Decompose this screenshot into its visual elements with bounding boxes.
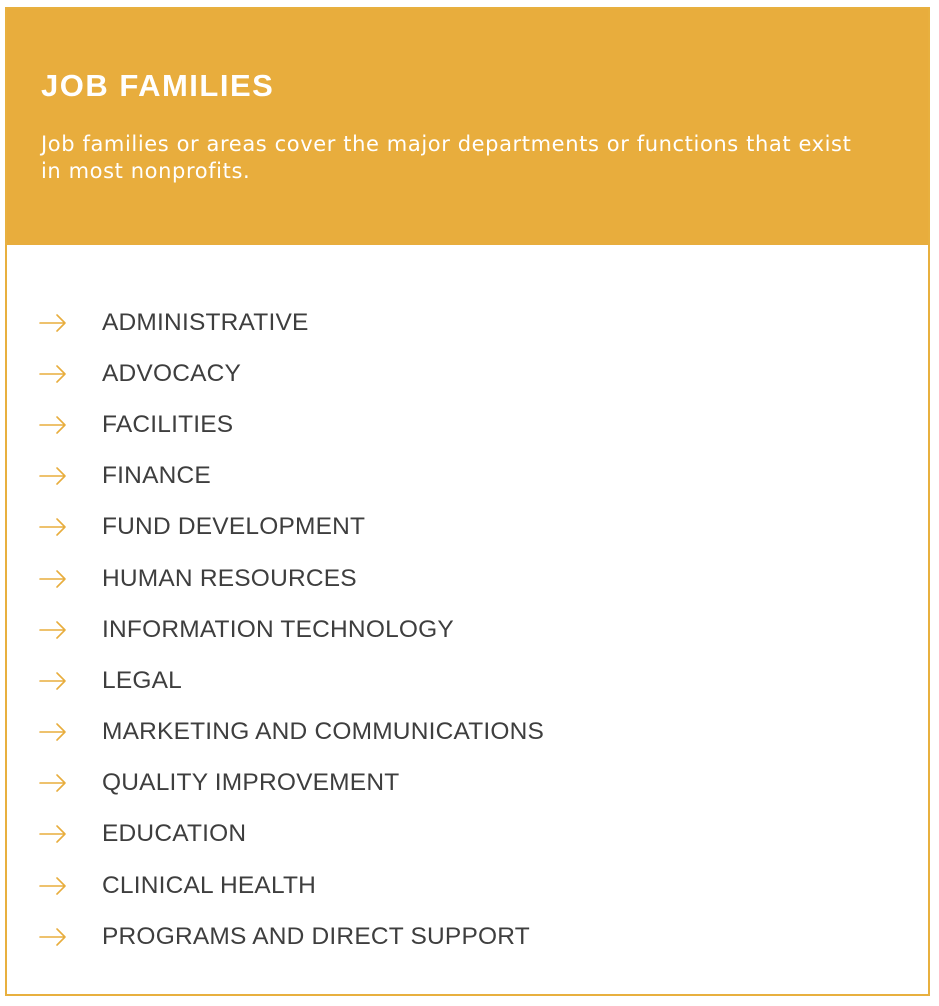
- list-item-label: CLINICAL HEALTH: [102, 871, 317, 899]
- list-item-label: FUND DEVELOPMENT: [102, 513, 366, 541]
- arrow-right-icon: [39, 824, 67, 844]
- card-description: Job families or areas cover the major departments or functions that exist in most nonprofits.: [41, 132, 852, 183]
- job-families-card: [5, 7, 930, 996]
- arrow-right-icon: [39, 517, 67, 537]
- card-title: JOB FAMILIES: [41, 68, 275, 103]
- list-item: [7, 860, 544, 911]
- arrow-right-icon: [39, 569, 67, 589]
- list-item: [7, 604, 544, 655]
- arrow-right-icon: [39, 671, 67, 691]
- list-item-label: HUMAN RESOURCES: [102, 564, 357, 592]
- arrow-right-icon: [39, 620, 67, 640]
- job-families-list: [7, 297, 544, 962]
- list-item: [7, 553, 544, 604]
- arrow-right-icon: [39, 927, 67, 947]
- list-item: [7, 655, 544, 706]
- list-item: [7, 502, 544, 553]
- list-item-label: QUALITY IMPROVEMENT: [102, 769, 400, 797]
- arrow-right-icon: [39, 876, 67, 896]
- list-item: [7, 297, 544, 348]
- list-item: [7, 707, 544, 758]
- list-item-label: PROGRAMS AND DIRECT SUPPORT: [102, 922, 530, 950]
- list-item: [7, 451, 544, 502]
- list-item-label: FACILITIES: [102, 410, 234, 438]
- list-item: [7, 758, 544, 809]
- list-item-label: FINANCE: [102, 462, 211, 490]
- arrow-right-icon: [39, 313, 67, 333]
- list-item: [7, 399, 544, 450]
- arrow-right-icon: [39, 722, 67, 742]
- list-item-label: LEGAL: [102, 666, 182, 694]
- list-item: [7, 911, 544, 962]
- list-item-label: ADVOCACY: [102, 359, 242, 387]
- arrow-right-icon: [39, 415, 67, 435]
- list-item-label: EDUCATION: [102, 820, 247, 848]
- list-item-label: ADMINISTRATIVE: [102, 308, 309, 336]
- list-item-label: MARKETING AND COMMUNICATIONS: [102, 718, 545, 746]
- list-item-label: INFORMATION TECHNOLOGY: [102, 615, 454, 643]
- card-header: [7, 9, 928, 245]
- list-item: [7, 348, 544, 399]
- arrow-right-icon: [39, 364, 67, 384]
- arrow-right-icon: [39, 773, 67, 793]
- arrow-right-icon: [39, 466, 67, 486]
- list-item: [7, 809, 544, 860]
